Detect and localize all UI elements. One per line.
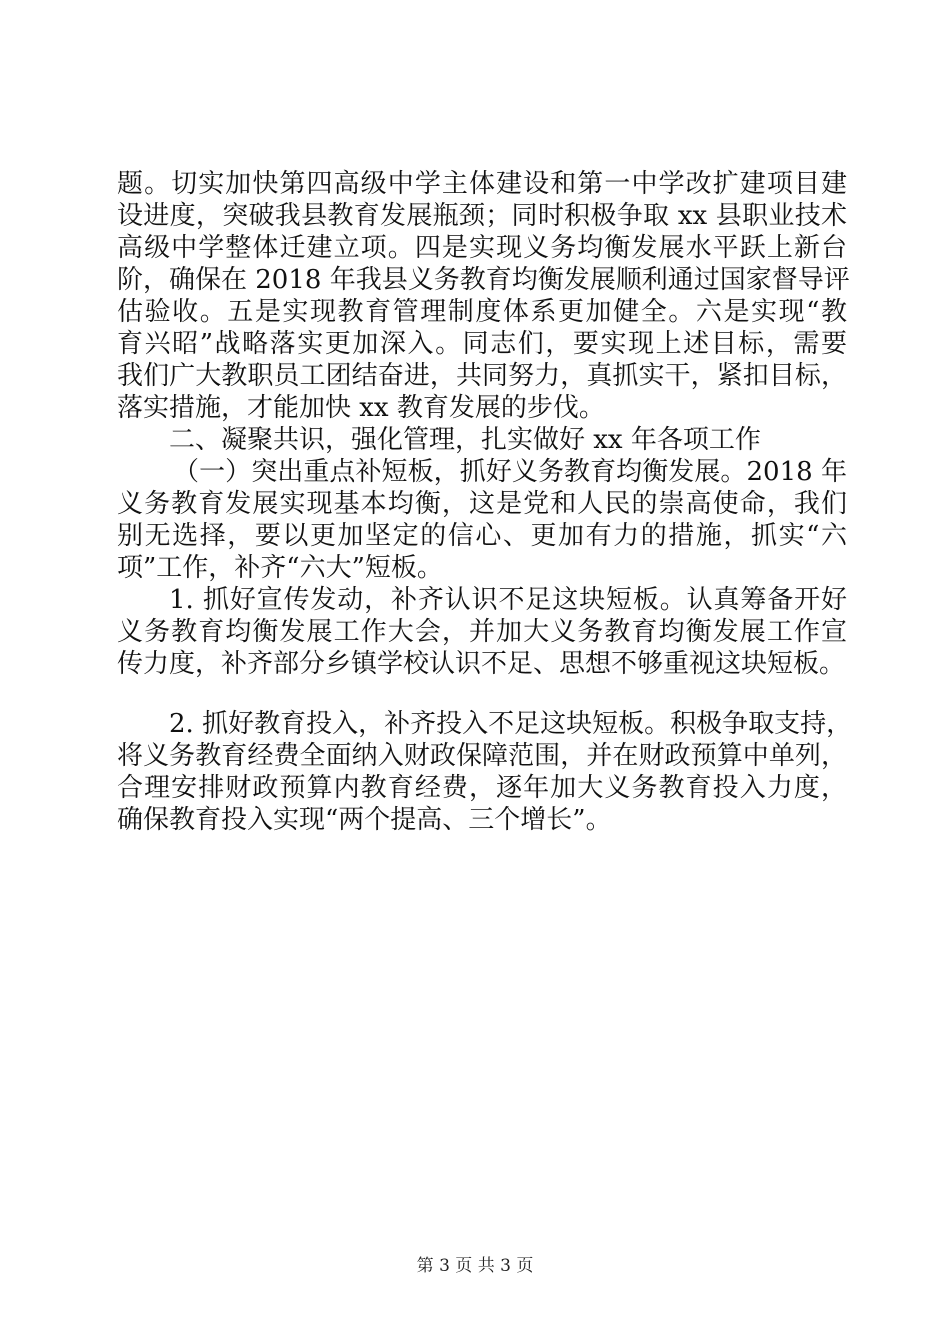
text-line: 将义务教育经费全面纳入财政保障范围，并在财政预算中单列， xyxy=(117,741,847,771)
section-heading-two xyxy=(117,424,847,456)
paragraph-subsection-one xyxy=(117,456,847,584)
paragraph-item-1 xyxy=(117,584,847,680)
section-heading: 二、凝聚共识，强化管理，扎实做好 xx 年各项工作 xyxy=(169,425,761,455)
text-line: 设进度，突破我县教育发展瓶颈；同时积极争取 xx 县职业技术 xyxy=(117,201,847,231)
text-line: 高级中学整体迁建立项。四是实现义务均衡发展水平跃上新台 xyxy=(117,233,847,263)
paragraph-gap xyxy=(117,680,847,708)
text-line: 估验收。五是实现教育管理制度体系更加健全。六是实现“教 xyxy=(117,297,847,327)
text-line: 阶，确保在 2018 年我县义务教育均衡发展顺利通过国家督导评 xyxy=(117,265,850,295)
text-line: 我们广大教职员工团结奋进，共同努力，真抓实干，紧扣目标， xyxy=(117,361,847,391)
text-line: 项”工作，补齐“六大”短板。 xyxy=(117,553,443,583)
text-line: 2. 抓好教育投入，补齐投入不足这块短板。积极争取支持， xyxy=(169,709,853,739)
text-line: 合理安排财政预算内教育经费，逐年加大义务教育投入力度， xyxy=(117,773,847,803)
text-line: 题。切实加快第四高级中学主体建设和第一中学改扩建项目建 xyxy=(117,169,847,199)
text-line: 传力度，补齐部分乡镇学校认识不足、思想不够重视这块短板。 xyxy=(117,649,846,679)
text-line: 落实措施，才能加快 xx 教育发展的步伐。 xyxy=(117,393,605,423)
text-line: （一）突出重点补短板，抓好义务教育均衡发展。2018 年 xyxy=(173,457,847,487)
text-line: 育兴昭”战略落实更加深入。同志们，要实现上述目标，需要 xyxy=(117,329,847,359)
text-line: 义务教育均衡发展工作大会，并加大义务教育均衡发展工作宣 xyxy=(117,617,847,647)
text-line: 义务教育发展实现基本均衡，这是党和人民的崇高使命，我们 xyxy=(117,489,847,519)
page-footer: 第 3 页 共 3 页 xyxy=(416,1256,534,1276)
text-line: 确保教育投入实现“两个提高、三个增长”。 xyxy=(117,805,612,835)
document-body xyxy=(117,168,853,836)
text-line: 1. 抓好宣传发动，补齐认识不足这块短板。认真筹备开好 xyxy=(169,585,847,615)
paragraph-goals-continued xyxy=(117,168,850,424)
text-line: 别无选择，要以更加坚定的信心、更加有力的措施，抓实“六 xyxy=(117,521,847,551)
paragraph-item-2 xyxy=(117,708,853,836)
